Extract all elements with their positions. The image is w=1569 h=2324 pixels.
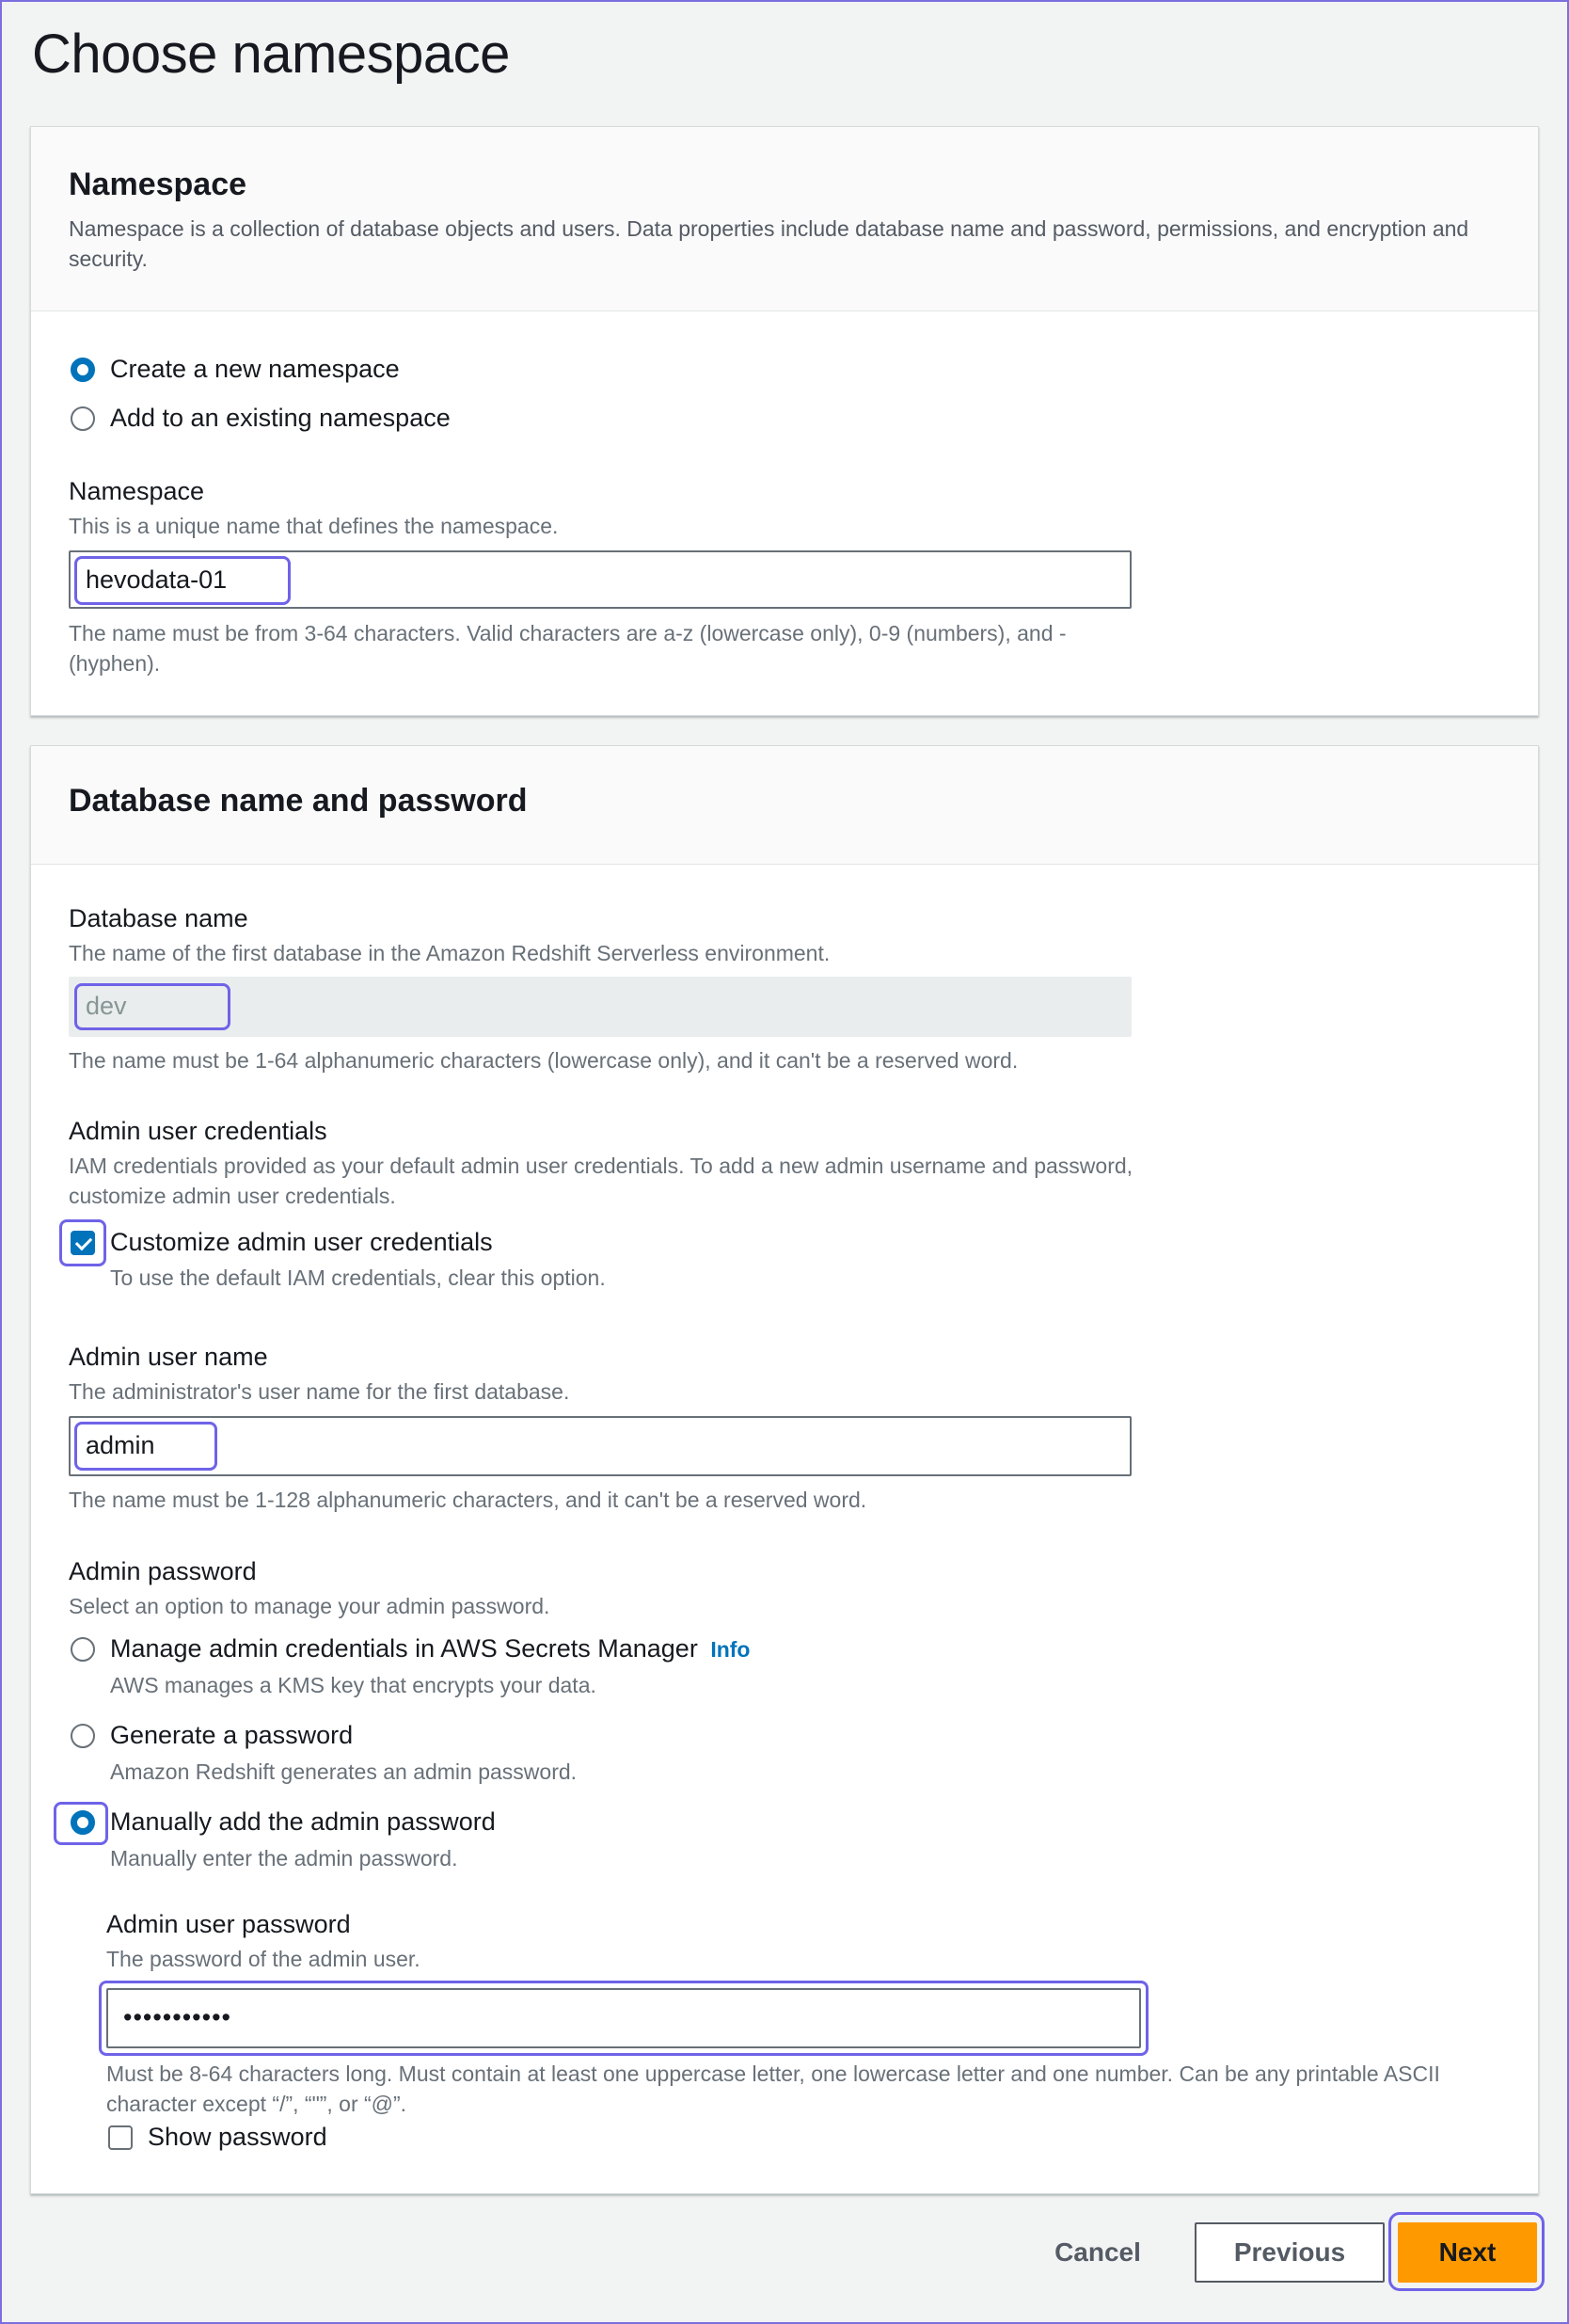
- db-name-label: Database name: [69, 904, 248, 932]
- namespace-panel: [30, 126, 1539, 716]
- radio-create-namespace-label[interactable]: Create a new namespace: [110, 355, 400, 383]
- admin-password-description: Select an option to manage your admin password.: [69, 1594, 550, 1618]
- admin-password-label: Admin password: [69, 1557, 257, 1585]
- admin-user-label: Admin user name: [69, 1343, 268, 1371]
- admin-credentials-description: IAM credentials provided as your default admin user credentials. To add a new admin username and password, customize admin user credentials.: [69, 1154, 1133, 1208]
- show-password-label[interactable]: Show password: [148, 2123, 327, 2151]
- radio-manual-password[interactable]: [71, 1810, 95, 1835]
- database-panel: [30, 745, 1539, 2194]
- user-password-input[interactable]: •••••••••••: [106, 1988, 1141, 2048]
- radio-secrets-manager[interactable]: [71, 1637, 95, 1662]
- namespace-input[interactable]: hevodata-01: [69, 550, 1132, 609]
- customize-credentials-label[interactable]: Customize admin user credentials: [110, 1228, 493, 1256]
- radio-existing-namespace-label[interactable]: Add to an existing namespace: [110, 404, 451, 432]
- db-name-constraint: The name must be 1-64 alphanumeric characters (lowercase only), and it can't be a reserved word.: [69, 1048, 1019, 1073]
- namespace-panel-title: Namespace: [69, 167, 247, 202]
- user-password-constraint: Must be 8-64 characters long. Must contain at least one uppercase letter, one lowercase letter and one number. Can be any printable ASCII character except “/”, “"”, or “@”.: [106, 2061, 1440, 2116]
- previous-button[interactable]: Previous: [1195, 2222, 1385, 2283]
- radio-create-namespace[interactable]: [71, 358, 95, 382]
- admin-user-constraint: The name must be 1-128 alphanumeric characters, and it can't be a reserved word.: [69, 1488, 867, 1512]
- radio-generate-password[interactable]: [71, 1724, 95, 1748]
- namespace-field-description: This is a unique name that defines the namespace.: [69, 514, 559, 538]
- manual-password-hint: Manually enter the admin password.: [110, 1846, 458, 1870]
- radio-secrets-manager-label[interactable]: [110, 1634, 750, 1663]
- page-title: Choose namespace: [32, 24, 510, 85]
- radio-generate-password-label[interactable]: Generate a password: [110, 1721, 354, 1749]
- db-name-description: The name of the first database in the Amazon Redshift Serverless environment.: [69, 941, 831, 965]
- namespace-panel-header: [31, 127, 1538, 311]
- show-password-checkbox[interactable]: [108, 2125, 133, 2150]
- namespace-panel-description: Namespace is a collection of database objects and users. Data properties include database name and password, permissions, and encryption and security.: [69, 216, 1469, 271]
- database-panel-header: [31, 746, 1538, 865]
- next-button[interactable]: Next: [1398, 2222, 1537, 2283]
- database-panel-title: Database name and password: [69, 783, 528, 819]
- secrets-manager-hint: AWS manages a KMS key that encrypts your data.: [110, 1673, 596, 1697]
- customize-credentials-checkbox[interactable]: [71, 1231, 95, 1255]
- admin-user-description: The administrator's user name for the first database.: [69, 1379, 570, 1404]
- cancel-button[interactable]: Cancel: [1054, 2237, 1141, 2267]
- info-link[interactable]: Info: [710, 1637, 751, 1662]
- namespace-constraint: The name must be from 3-64 characters. Valid characters are a-z (lowercase only), 0-9 (numbers), and - (hyphen).: [69, 621, 1067, 676]
- user-password-label: Admin user password: [106, 1910, 351, 1938]
- customize-credentials-hint: To use the default IAM credentials, clear this option.: [110, 1265, 606, 1290]
- admin-user-input[interactable]: admin: [69, 1416, 1132, 1476]
- radio-manual-password-label[interactable]: Manually add the admin password: [110, 1807, 496, 1836]
- db-name-input: dev: [69, 977, 1132, 1037]
- admin-credentials-label: Admin user credentials: [69, 1117, 327, 1145]
- generate-password-hint: Amazon Redshift generates an admin password.: [110, 1759, 578, 1784]
- user-password-description: The password of the admin user.: [106, 1947, 420, 1971]
- namespace-field-label: Namespace: [69, 477, 205, 505]
- radio-existing-namespace[interactable]: [71, 406, 95, 431]
- secrets-manager-text: Manage admin credentials in AWS Secrets Manager: [110, 1634, 698, 1663]
